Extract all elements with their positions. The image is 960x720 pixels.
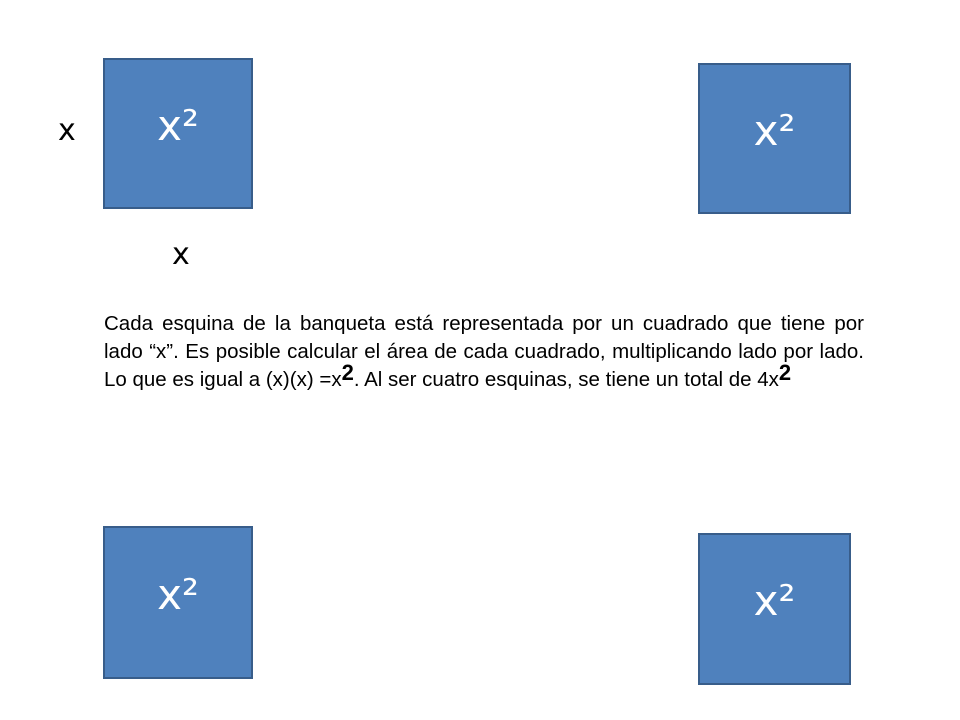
exponent-superscript: 2 xyxy=(341,360,354,385)
square-area-label: x² xyxy=(753,576,796,625)
explanation-text-part1: Cada esquina de la banqueta está representada por un cuadrado que tiene por lado “x”. Es posible calcular el área de cada cuadrado, multiplicando lado por lado. Lo que es igual a (x)(x) =x xyxy=(104,312,864,391)
square-area-label: x² xyxy=(157,569,199,619)
square-top-left xyxy=(103,58,253,209)
exponent-superscript: 2 xyxy=(778,360,792,385)
square-bottom-right xyxy=(698,533,851,685)
square-area-label: x² xyxy=(753,105,796,155)
square-area-label: x² xyxy=(157,100,199,150)
explanation-paragraph xyxy=(104,310,864,394)
side-dimension-label: x xyxy=(58,113,76,148)
bottom-dimension-label: x xyxy=(172,237,190,272)
square-bottom-left xyxy=(103,526,253,679)
square-top-right xyxy=(698,63,851,214)
explanation-text-part2: . Al ser cuatro esquinas, se tiene un total de 4x xyxy=(353,368,779,391)
